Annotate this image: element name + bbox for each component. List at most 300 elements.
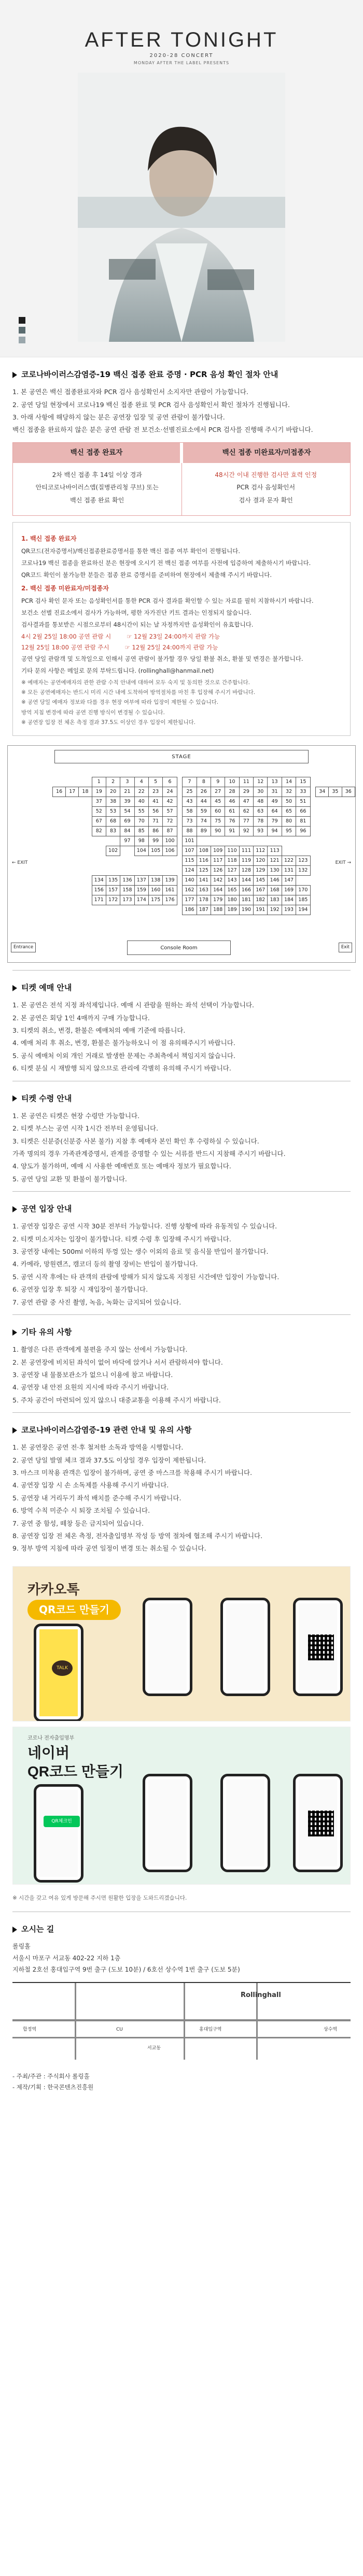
covid-title: 코로나바이러스감염증-19 백신 접종 완료 증명 · PCR 음성 확인 절차 안내 — [12, 369, 351, 381]
phone-mockup — [220, 1774, 270, 1872]
list-item: 2. 티켓 부스는 공연 시작 1시간 전부터 운영됩니다. — [12, 1124, 159, 1133]
seat-117: 117 — [211, 856, 225, 866]
empty-cell — [329, 876, 342, 886]
arrow-icon — [12, 1427, 17, 1434]
seat-175: 175 — [149, 895, 163, 905]
empty-cell — [53, 807, 66, 817]
seat-66: 66 — [296, 807, 310, 817]
seat-169: 169 — [282, 886, 296, 895]
list-item: 가족 명의의 경우 가족관계증명서, 관계를 증명할 수 있는 서류를 반드시 지참해 주시기 바랍니다. — [12, 1149, 286, 1157]
seat-30: 30 — [254, 787, 268, 797]
empty-cell — [53, 886, 66, 895]
empty-cell — [120, 846, 134, 856]
seat-map — [7, 745, 356, 963]
empty-cell — [197, 836, 211, 846]
seat-83: 83 — [106, 827, 120, 836]
list-item: 4. 예매 처리 후 취소, 변경, 환불은 불가능하오니 이 점 유의해주시기 바랍니다. — [12, 1039, 235, 1047]
seat-158: 158 — [120, 886, 134, 895]
list-item: 4. 카메라, 망원렌즈, 캠코더 등의 촬영 장비는 반입이 불가합니다. — [12, 1260, 198, 1268]
arrow-icon — [12, 1206, 17, 1212]
venue-name: 롤링홀 — [12, 1943, 31, 1950]
list-item: 1. 본 공연은 백신 접종완료자와 PCR 검사 음성확인서 소지자만 관람이 가능합니다. — [12, 388, 248, 396]
empty-cell — [342, 817, 355, 827]
list-item: 3. 아래 사항에 해당하지 않는 분은 공연장 입장 및 공연 관람이 불가합니다. — [12, 413, 225, 421]
empty-cell — [329, 886, 342, 895]
seat-184: 184 — [282, 895, 296, 905]
seat-108: 108 — [197, 846, 211, 856]
empty-cell — [342, 846, 355, 856]
seat-135: 135 — [106, 876, 120, 886]
arrow-icon — [12, 985, 17, 991]
seat-55: 55 — [134, 807, 148, 817]
list-item: 2. 공연 당일 현장에서 코로나19 백신 접종 완료 및 PCR 검사 음성확인서 확인 절차가 진행됩니다. — [12, 400, 290, 409]
seat-104: 104 — [134, 846, 148, 856]
aisle — [177, 886, 183, 895]
seat-176: 176 — [163, 895, 177, 905]
aisle — [177, 787, 183, 797]
seat-136: 136 — [120, 876, 134, 886]
seat-115: 115 — [183, 856, 197, 866]
seat-98: 98 — [134, 836, 148, 846]
empty-cell — [296, 836, 310, 846]
seat-5: 5 — [149, 777, 163, 787]
qr-checkin-button[interactable]: QR체크인 — [44, 1816, 80, 1827]
seat-186: 186 — [183, 905, 197, 915]
seat-88: 88 — [183, 827, 197, 836]
seat-172: 172 — [106, 895, 120, 905]
seat-31: 31 — [268, 787, 282, 797]
list-item: 2. 공연 당일 발열 체크 결과 37.5도 이상일 경우 입장이 제한됩니다. — [12, 1456, 206, 1464]
kakao-brand: 카카오톡 — [27, 1581, 80, 1597]
empty-cell — [329, 866, 342, 876]
empty-cell — [66, 807, 79, 817]
empty-cell — [134, 905, 148, 915]
seat-67: 67 — [92, 817, 106, 827]
seat-161: 161 — [163, 886, 177, 895]
seat-4: 4 — [134, 777, 148, 787]
seat-22: 22 — [134, 787, 148, 797]
seat-25: 25 — [183, 787, 197, 797]
empty-cell — [329, 905, 342, 915]
seat-174: 174 — [134, 895, 148, 905]
venue-address: 서울시 마포구 서교동 402-22 지하 1층 — [12, 1954, 121, 1962]
empty-cell — [92, 866, 106, 876]
empty-cell — [163, 856, 177, 866]
empty-cell — [79, 797, 92, 807]
console-room: Console Room — [127, 940, 231, 955]
empty-cell — [66, 895, 79, 905]
empty-cell — [149, 866, 163, 876]
empty-cell — [134, 856, 148, 866]
list-item: 3. 티켓은 신분증(신분증 사본 불가) 지참 후 예매자 본인 확인 후 수령하실 수 있습니다. — [12, 1137, 259, 1145]
empty-cell — [79, 836, 92, 846]
aisle — [310, 836, 316, 846]
seat-140: 140 — [183, 876, 197, 886]
phone-mockup — [34, 1624, 83, 1721]
seat-189: 189 — [225, 905, 239, 915]
seat-131: 131 — [282, 866, 296, 876]
empty-cell — [316, 856, 329, 866]
seat-134: 134 — [92, 876, 106, 886]
empty-cell — [66, 856, 79, 866]
list-item: 8. 공연장 입장 전 체온 측정, 전자출입명부 작성 등 방역 절차에 협조해 주시기 바랍니다. — [12, 1531, 263, 1540]
seat-122: 122 — [282, 856, 296, 866]
location-title: 오시는 길 — [12, 1923, 351, 1935]
seat-12: 12 — [254, 777, 268, 787]
entry-title: 공연 입장 안내 — [12, 1203, 351, 1215]
list-item: 2. 본 공연은 회당 1인 4매까지 구매 가능합니다. — [12, 1014, 150, 1022]
seat-180: 180 — [225, 895, 239, 905]
vaccine-table — [12, 442, 351, 516]
empty-cell — [316, 836, 329, 846]
seat-164: 164 — [211, 886, 225, 895]
empty-cell — [79, 807, 92, 817]
seat-94: 94 — [268, 827, 282, 836]
list-item: 5. 공연장 내 거리두기 좌석 배치를 준수해 주시기 바랍니다. — [12, 1494, 182, 1502]
seat-105: 105 — [149, 846, 163, 856]
seat-183: 183 — [268, 895, 282, 905]
host-info: - 주최/주관 : 주식회사 롤링홀 — [12, 2073, 90, 2080]
location-map — [12, 1982, 351, 2060]
seat-138: 138 — [149, 876, 163, 886]
seat-97: 97 — [120, 836, 134, 846]
list-item: 5. 주차 공간이 마련되어 있지 않으니 대중교통을 이용해 주시기 바랍니다. — [12, 1396, 221, 1404]
empty-cell — [79, 866, 92, 876]
aisle — [177, 836, 183, 846]
seat-110: 110 — [225, 846, 239, 856]
covid-notes: 1. 백신 접종 완료자 QR코드(전자증명서)/백신접종완료증명서를 통한 백신 접종 여부 확인이 진행됩니다. 코로나19 백신 접종을 완료하신 분은 현장에 오시기 전 백신 접종 여부를 사전에 입증하여 제출하시기 바랍니다. QR코드 확인이 불가능한 분들은 접종 완료 증명서를 준비하여 현장에서 제출해 주시기 바랍니다. 2. 백신 접종 미완료자/미접종자 PCR 검사 확인 문자 또는 음성확인서를 통한 PCR 검사 결과를 확인할 수 있는 자료를 필히 지참하시기 바랍니다. 보건소 선별 진료소에서 검사가 가능하며, 평한 자가진단 키트 결과는 인정되지 않습니다. 검사결과를 통보받은 시점으로부터 48시간이 되는 날 자정까지만 음성확인이 유효합니다. 4시 2월 25일 18:00 공연 관람 시 ☞ 12월 23일 24:00까지 관람 가능 12월 25일 18:00 공연 관람 주시 ☞ 12월 25일 24:00까지 관람 가능 공연 당일 관람객 및 도착일으로 인해서 공연 관람이 불가할 경우 당일 환불 취소, 환불 및 변경은 불가합니다. 기타 문의 사항은 메일로 문의 부탁드립니다. (rollinghall@hanmail.net) ※ 예매자는 공연예매자의 관한 관람 수칙 안내에 대하여 모두 숙지 및 동의한 것으로 간주합니다. ※ 모든 공연예매자는 반드시 미리 시간 내에 도착하여 방역절차를 마친 후 입장해 주시기 바랍니다. ※ 공연 당일 예매자 정보와 다를 경우 현장 여부에 따라 입장이 제한될 수 있습니다. 방역 지침 변경에 따라 공연 진행 방식이 변경될 수 있습니다. ※ 공연장 입장 전 체온 측정 결과 37.5도 이상인 경우 입장이 제한됩니다. — [12, 522, 351, 736]
list-item: 7. 공연 중 함성, 떼창 등은 금지되어 있습니다. — [12, 1519, 144, 1527]
seat-24: 24 — [163, 787, 177, 797]
phone-mockup — [143, 1598, 192, 1696]
seat-74: 74 — [197, 817, 211, 827]
empty-cell — [106, 905, 120, 915]
aisle — [310, 846, 316, 856]
empty-cell — [106, 856, 120, 866]
seat-167: 167 — [254, 886, 268, 895]
entrance-label: Entrance — [11, 943, 36, 952]
empty-cell — [296, 846, 310, 856]
arrow-icon — [12, 1329, 17, 1336]
list-item: 2. 본 공연장에 비치된 좌석이 없어 바닥에 앉거나 서서 관람하셔야 합니다. — [12, 1358, 223, 1366]
kakao-qr-guide — [12, 1566, 351, 1721]
aisle — [310, 827, 316, 836]
list-item: 3. 마스크 미착용 관객은 입장이 불가하며, 공연 중 마스크를 착용해 주시기 바랍니다. — [12, 1469, 253, 1477]
seat-100: 100 — [163, 836, 177, 846]
ticket-section — [0, 982, 363, 1074]
seat-179: 179 — [211, 895, 225, 905]
seat-129: 129 — [254, 866, 268, 876]
seat-166: 166 — [239, 886, 253, 895]
seat-14: 14 — [282, 777, 296, 787]
seat-86: 86 — [149, 827, 163, 836]
empty-cell — [92, 836, 106, 846]
empty-cell — [316, 817, 329, 827]
empty-cell — [316, 846, 329, 856]
seat-26: 26 — [197, 787, 211, 797]
seat-80: 80 — [282, 817, 296, 827]
seat-93: 93 — [254, 827, 268, 836]
empty-cell — [79, 846, 92, 856]
list-item: 6. 티켓 분실 시 재발행 되지 않으므로 관리에 각별히 유의해 주시기 바랍니다. — [12, 1064, 231, 1073]
seat-65: 65 — [282, 807, 296, 817]
seat-23: 23 — [149, 787, 163, 797]
empty-cell — [120, 856, 134, 866]
seat-101: 101 — [183, 836, 197, 846]
receive-title: 티켓 수령 안내 — [12, 1093, 351, 1105]
seat-48: 48 — [254, 797, 268, 807]
covid-section — [0, 369, 363, 736]
empty-cell — [66, 846, 79, 856]
list-item: 1. 본 공연은 티켓은 현장 수령만 가능합니다. — [12, 1111, 140, 1120]
seat-33: 33 — [296, 787, 310, 797]
seat-21: 21 — [120, 787, 134, 797]
empty-cell — [329, 846, 342, 856]
qr-code-icon — [308, 1634, 334, 1660]
seat-44: 44 — [197, 797, 211, 807]
seat-54: 54 — [120, 807, 134, 817]
empty-cell — [66, 827, 79, 836]
seat-82: 82 — [92, 827, 106, 836]
seat-120: 120 — [254, 856, 268, 866]
list-item: 2. 티켓 미소지자는 입장이 불가합니다. 티켓 수령 후 입장해 주시기 바랍니다. — [12, 1235, 231, 1243]
seat-38: 38 — [106, 797, 120, 807]
seat-96: 96 — [296, 827, 310, 836]
map-label: 상수역 — [324, 2027, 338, 2033]
seat-37: 37 — [92, 797, 106, 807]
seat-146: 146 — [268, 876, 282, 886]
seat-53: 53 — [106, 807, 120, 817]
seat-42: 42 — [163, 797, 177, 807]
empty-cell — [254, 836, 268, 846]
poster-title: AFTER TONIGHT — [85, 28, 278, 51]
seat-71: 71 — [149, 817, 163, 827]
empty-cell — [225, 836, 239, 846]
kakao-qr-pill: QR코드 만들기 — [27, 1600, 121, 1620]
swatch-light — [19, 337, 25, 343]
aisle — [310, 777, 316, 787]
seat-143: 143 — [225, 876, 239, 886]
list-item: 7. 공연 관람 중 사진 촬영, 녹음, 녹화는 금지되어 있습니다. — [12, 1298, 182, 1306]
seat-156: 156 — [92, 886, 106, 895]
seat-row — [53, 827, 355, 836]
seat-147: 147 — [282, 876, 296, 886]
entry-section — [0, 1203, 363, 1307]
list-item: 백신 접종을 완료하지 않은 분은 공연 관람 전 보건소·선별진료소에서 PCR 검사를 진행해 주시기 바랍니다. — [12, 426, 313, 434]
empty-cell — [282, 846, 296, 856]
aisle — [310, 876, 316, 886]
aisle — [177, 856, 183, 866]
unvaccinated-col: 48시간 이내 진행한 검사만 효력 인정 PCR 검사 음성확인서 검사 결과 문자 확인 — [215, 471, 317, 504]
seat-126: 126 — [211, 866, 225, 876]
naver-brand: 네이버 — [27, 1744, 70, 1761]
seat-75: 75 — [211, 817, 225, 827]
list-item: 1. 본 공연은 전석 지정 좌석제입니다. 예매 시 관람을 원하는 좌석 선택이 가능합니다. — [12, 1001, 255, 1009]
seat-109: 109 — [211, 846, 225, 856]
seat-127: 127 — [225, 866, 239, 876]
seat-185: 185 — [296, 895, 310, 905]
seat-map-section — [0, 745, 363, 963]
seat-62: 62 — [239, 807, 253, 817]
seat-3: 3 — [120, 777, 134, 787]
color-swatches — [19, 317, 25, 346]
vaccinated-col: 2차 백신 접종 후 14일 이상 경과 안티코로나바이러스앱(질병관리청 쿠브) 또는 백신 접종 완료 확인 — [13, 463, 182, 516]
seat-15: 15 — [296, 777, 310, 787]
seat-141: 141 — [197, 876, 211, 886]
seat-87: 87 — [163, 827, 177, 836]
seat-7: 7 — [183, 777, 197, 787]
empty-cell — [53, 895, 66, 905]
seat-28: 28 — [225, 787, 239, 797]
aisle — [177, 895, 183, 905]
phone-mockup — [293, 1774, 343, 1872]
seat-63: 63 — [254, 807, 268, 817]
seat-row — [53, 886, 355, 895]
seat-13: 13 — [268, 777, 282, 787]
map-label: 합정역 — [23, 2027, 37, 2033]
empty-cell — [53, 856, 66, 866]
empty-cell — [316, 866, 329, 876]
aisle — [177, 797, 183, 807]
naver-qr-guide — [12, 1727, 351, 1885]
seat-32: 32 — [282, 787, 296, 797]
seat-85: 85 — [134, 827, 148, 836]
poster-subtitle: 2020-28 CONCERT — [149, 53, 214, 59]
unvaccinated-header: 백신 접종 미완료자/미접종자 — [183, 443, 350, 463]
seat-9: 9 — [211, 777, 225, 787]
seat-139: 139 — [163, 876, 177, 886]
naver-tag: 코로나 전자출입명부 — [27, 1735, 75, 1741]
seat-78: 78 — [254, 817, 268, 827]
empty-cell — [329, 777, 342, 787]
seat-16: 16 — [53, 787, 66, 797]
map-road — [75, 1983, 76, 2060]
empty-cell — [134, 866, 148, 876]
empty-cell — [316, 905, 329, 915]
aisle — [310, 856, 316, 866]
empty-cell — [239, 836, 253, 846]
seat-row — [53, 905, 355, 915]
list-item: 3. 공연장 내 물품보관소가 없으니 이용에 참고 바랍니다. — [12, 1370, 173, 1379]
seat-19: 19 — [92, 787, 106, 797]
aisle — [310, 797, 316, 807]
seat-72: 72 — [163, 817, 177, 827]
empty-cell — [329, 817, 342, 827]
seat-row — [53, 817, 355, 827]
aisle — [310, 817, 316, 827]
etc-title: 기타 유의 사항 — [12, 1326, 351, 1338]
list-item: 1. 촬영은 다른 관객에게 불편을 주지 않는 선에서 가능합니다. — [12, 1345, 188, 1354]
seat-row — [53, 895, 355, 905]
empty-cell — [149, 856, 163, 866]
empty-cell — [342, 876, 355, 886]
phone-mockup — [34, 1784, 83, 1883]
empty-cell — [79, 777, 92, 787]
seat-132: 132 — [296, 866, 310, 876]
kakao-talk-logo: TALK — [52, 1660, 73, 1676]
empty-cell — [316, 827, 329, 836]
producer-info: - 제작/기획 : 한국콘텐츠진흥원 — [12, 2083, 94, 2091]
seat-181: 181 — [239, 895, 253, 905]
seat-187: 187 — [197, 905, 211, 915]
empty-cell — [329, 856, 342, 866]
list-item: 4. 양도가 불가하며, 예매 시 사용한 예매번호 또는 예매자 정보가 필요합니다. — [12, 1162, 231, 1170]
empty-cell — [342, 777, 355, 787]
seat-table — [52, 777, 355, 915]
seat-20: 20 — [106, 787, 120, 797]
empty-cell — [79, 856, 92, 866]
empty-cell — [66, 817, 79, 827]
phone-mockup — [220, 1598, 270, 1696]
empty-cell — [79, 905, 92, 915]
empty-cell — [316, 876, 329, 886]
poster-subtitle-2: MONDAY AFTER THE LABEL PRESENTS — [133, 61, 230, 65]
empty-cell — [282, 836, 296, 846]
aisle — [177, 905, 183, 915]
phone-mockup — [143, 1774, 192, 1872]
seat-142: 142 — [211, 876, 225, 886]
seat-125: 125 — [197, 866, 211, 876]
seat-84: 84 — [120, 827, 134, 836]
swatch-mid — [19, 327, 25, 334]
seat-171: 171 — [92, 895, 106, 905]
list-item: 9. 정부 방역 지침에 따라 공연 일정이 변경 또는 취소될 수 있습니다. — [12, 1544, 206, 1553]
seat-56: 56 — [149, 807, 163, 817]
seat-35: 35 — [329, 787, 342, 797]
list-item: 5. 공연 시작 후에는 타 관객의 관람에 방해가 되지 않도록 지정된 시간에만 입장이 가능합니다. — [12, 1272, 280, 1281]
seat-70: 70 — [134, 817, 148, 827]
aisle — [177, 846, 183, 856]
aisle — [177, 777, 183, 787]
seat-row — [53, 866, 355, 876]
empty-cell — [120, 905, 134, 915]
list-item: 5. 공연 당일 교환 및 환불이 불가합니다. — [12, 1175, 127, 1183]
seat-119: 119 — [239, 856, 253, 866]
empty-cell — [92, 856, 106, 866]
list-item: 3. 공연장 내에는 500ml 이하의 뚜껑 있는 생수 이외의 음료 및 음식물 반입이 불가합니다. — [12, 1248, 269, 1256]
empty-cell — [316, 797, 329, 807]
empty-cell — [342, 866, 355, 876]
empty-cell — [79, 827, 92, 836]
seat-row — [53, 876, 355, 886]
footer — [0, 2067, 363, 2109]
empty-cell — [79, 895, 92, 905]
seat-173: 173 — [120, 895, 134, 905]
seat-193: 193 — [282, 905, 296, 915]
seat-168: 168 — [268, 886, 282, 895]
seat-47: 47 — [239, 797, 253, 807]
phone-mockup — [293, 1598, 343, 1696]
seat-111: 111 — [239, 846, 253, 856]
seat-46: 46 — [225, 797, 239, 807]
aisle — [177, 827, 183, 836]
seat-188: 188 — [211, 905, 225, 915]
seat-64: 64 — [268, 807, 282, 817]
seat-43: 43 — [183, 797, 197, 807]
seat-79: 79 — [268, 817, 282, 827]
seat-102: 102 — [106, 846, 120, 856]
seat-163: 163 — [197, 886, 211, 895]
empty-cell — [66, 886, 79, 895]
seat-165: 165 — [225, 886, 239, 895]
empty-cell — [53, 797, 66, 807]
guide-note: ※ 시간을 갖고 여유 있게 방문해 주시면 원활한 입장을 도와드리겠습니다. — [12, 1894, 187, 1901]
seat-row — [53, 777, 355, 787]
covid-list — [12, 387, 351, 435]
seat-57: 57 — [163, 807, 177, 817]
seat-194: 194 — [296, 905, 310, 915]
seat-145: 145 — [254, 876, 268, 886]
